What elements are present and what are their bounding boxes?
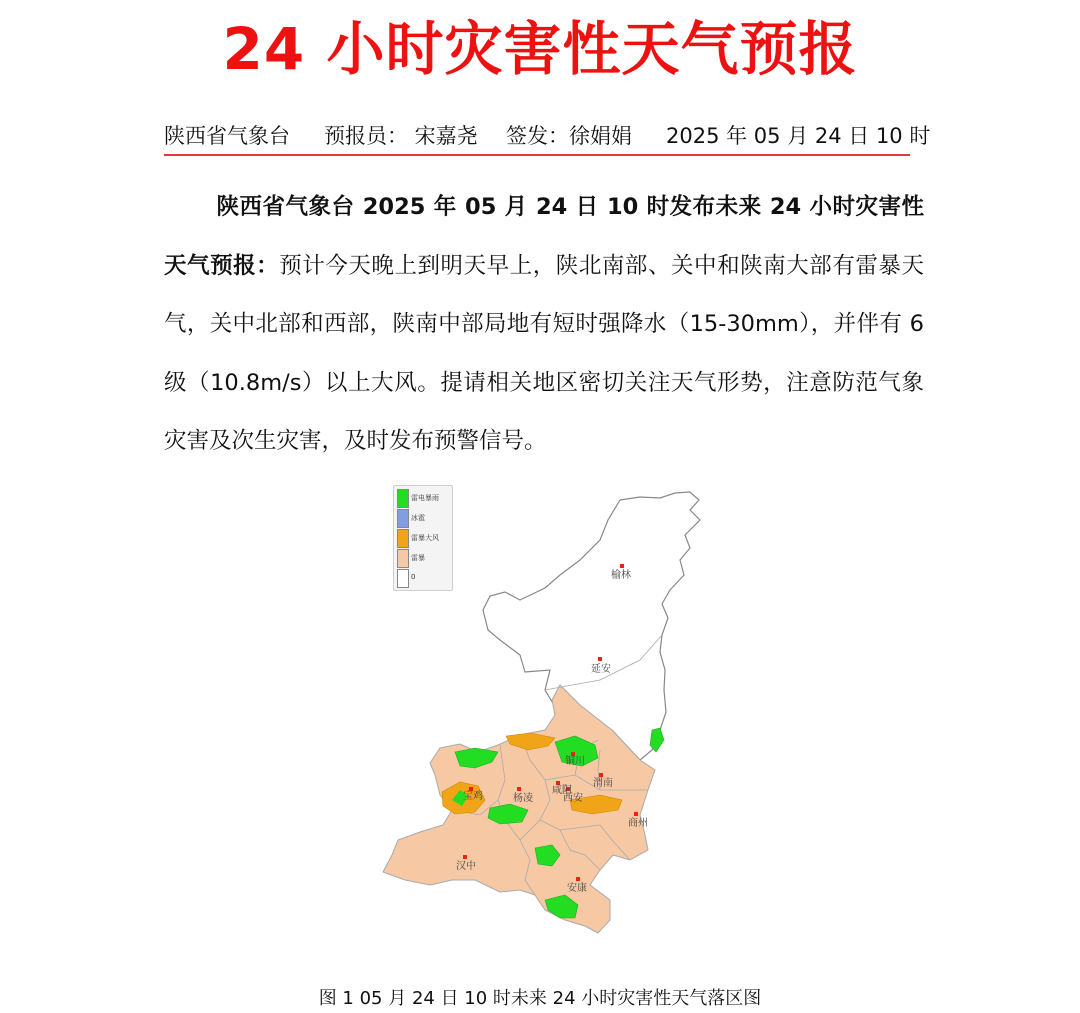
city-label: 西安 xyxy=(563,793,583,804)
city-label: 榆林 xyxy=(611,570,631,581)
legend-swatch xyxy=(397,489,409,508)
forecaster: 预报员： 宋嘉尧 xyxy=(324,124,478,148)
city-label: 铜川 xyxy=(565,756,585,767)
city-label: 宝鸡 xyxy=(463,791,483,802)
signer: 签发：徐娟娟 xyxy=(506,124,632,148)
legend-swatch xyxy=(397,509,409,528)
forecast-body xyxy=(164,178,924,471)
legend-item: 0 xyxy=(397,569,451,587)
legend-item: 冰雹 xyxy=(397,509,451,527)
figure-caption: 图 1 05 月 24 日 10 时未来 24 小时灾害性天气落区图 xyxy=(318,988,762,1009)
document-title: 24 小时灾害性天气预报 xyxy=(222,15,858,83)
city-label: 咸阳 xyxy=(552,785,572,796)
legend-item: 雷暴 xyxy=(397,549,451,567)
legend-item: 雷暴大风 xyxy=(397,529,451,547)
legend-swatch xyxy=(397,569,409,588)
city-label: 安康 xyxy=(567,883,587,894)
meta-line xyxy=(164,120,931,156)
city-label: 商州 xyxy=(628,818,648,829)
legend-swatch xyxy=(397,529,409,548)
legend-item: 雷电暴雨 xyxy=(397,489,451,507)
legend-swatch xyxy=(397,549,409,568)
city-label: 汉中 xyxy=(456,861,476,872)
city-label: 延安 xyxy=(591,664,611,675)
map-legend xyxy=(393,485,453,591)
city-label: 渭南 xyxy=(593,778,613,789)
office-name: 陕西省气象台 xyxy=(164,124,290,148)
city-label: 杨凌 xyxy=(513,793,533,804)
forecast-lead: 陕西省气象台 2025 年 05 月 24 日 10 时发布未来 24 小时灾害性天气预报： xyxy=(164,194,924,279)
issue-datetime: 2025 年 05 月 24 日 10 时 xyxy=(666,124,931,148)
forecast-text: 预计今天晚上到明天早上，陕北南部、关中和陕南大部有雷暴天气，关中北部和西部，陕南中部局地有短时强降水（15-30mm），并伴有 6 级（10.8m/s）以上大风。提请相关地区密切关注天气形势，注意防范气象灾害及次生灾害，及时发布预警信号。 xyxy=(164,252,924,454)
